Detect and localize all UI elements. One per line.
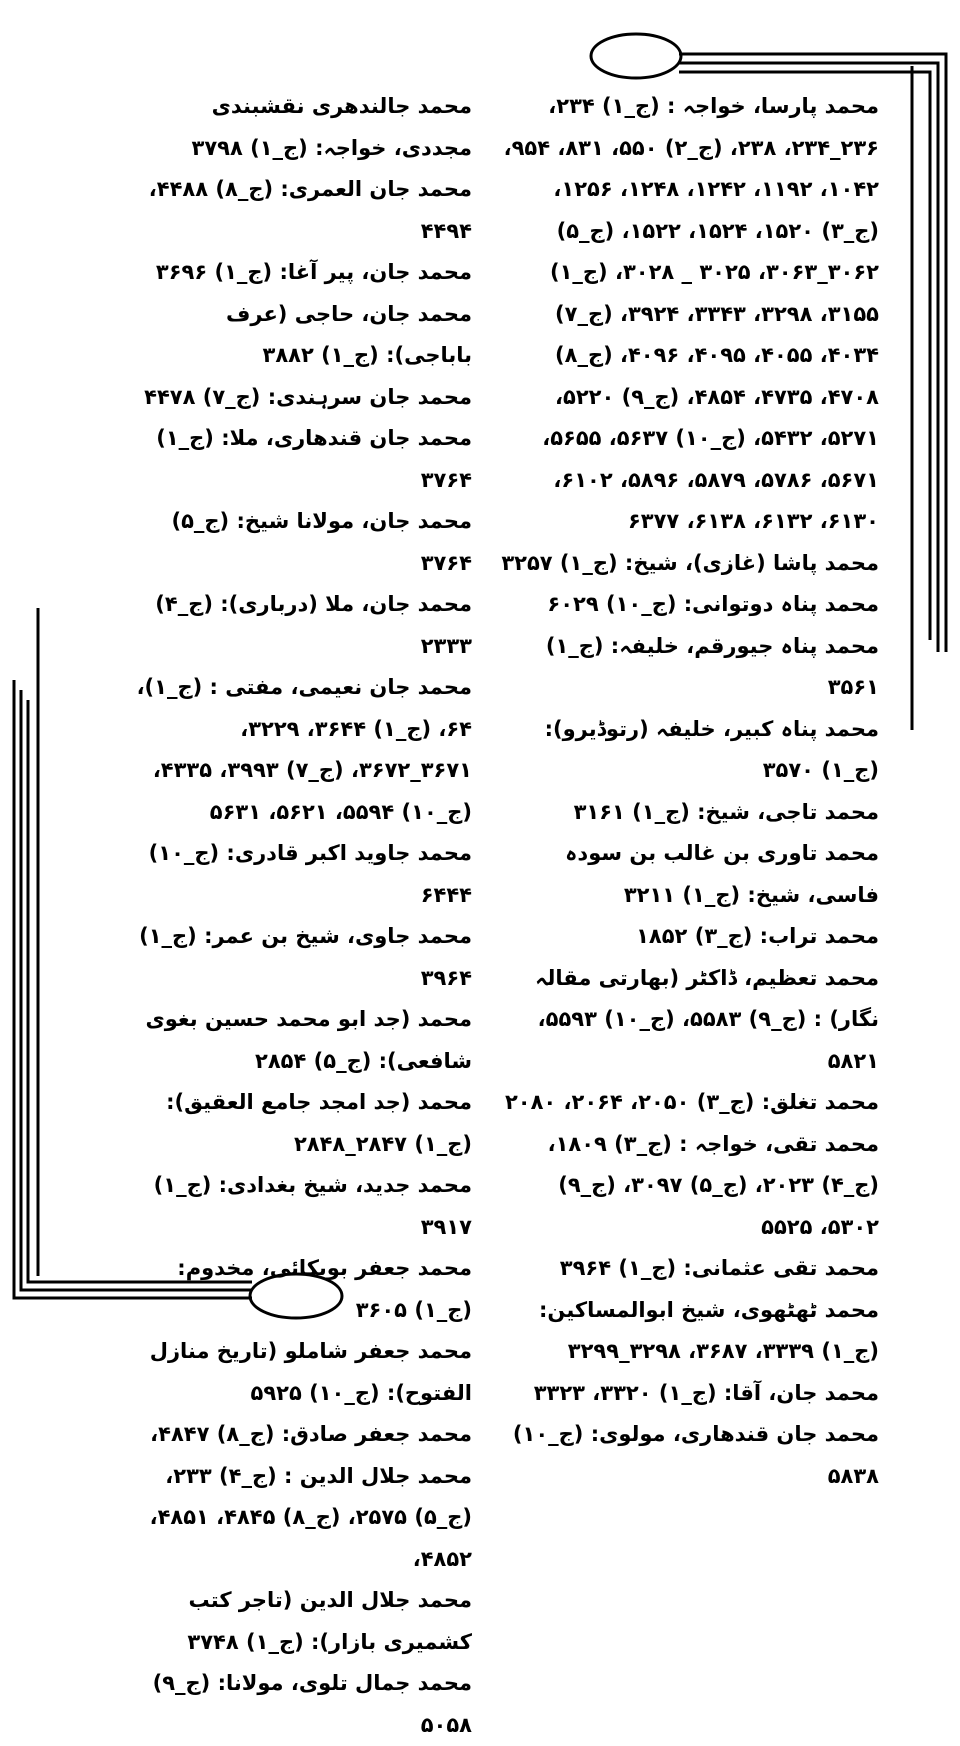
index-entry: محمد جدید، شیخ بغدادی: (ج_۱) ۳۹۱۷ (153, 1173, 472, 1239)
index-entry: محمد تاجی، شیخ: (ج_۱) ۳۱۶۱ (573, 799, 879, 824)
index-entry: محمد جاوی، شیخ بن عمر: (ج_۱) ۳۹۶۴ (139, 924, 472, 990)
index-entry: محمد جان، پیر آغا: (ج_۱) ۳۶۹۶ (155, 260, 472, 284)
index-entry: محمد تقی، خواجہ : (ج_۳) ۱۸۰۹، (ج_۴) ۲۰۲۳، (ج_۵) ۳۰۹۷، (ج_۹) ۵۳۰۲، ۵۵۲۵ (547, 1131, 879, 1239)
index-entry: محمد جالندھری نقشبندی مجددی، خواجہ: (ج_۱) ۳۷۹۸ (191, 94, 472, 160)
index-entry: محمد جان قندھاری، مولوی: (ج_۱۰) ۵۸۳۸ (512, 1422, 879, 1488)
index-entry: محمد پارسا، خواجہ : (ج_۱) ۲۳۴، ۲۳۶_۲۳۴، ۲۳۸، (ج_۲) ۵۵۰، ۸۳۱، ۹۵۴، ۱۰۴۲، ۱۱۹۲، ۱۲۴۲، ۱۲۴۸، ۱۲۵۶، (ج_۳) ۱۵۲۰، ۱۵۲۴، ۱۵۲۲، (ج_۵) ۳۰۶۲_۳۰۶۳، ۳۰۲۵ _ ۳۰۲۸، (ج_۱) ۳۱۵۵، ۳۲۹۸، ۳۳۴۳، ۳۹۲۴، (ج_۷) ۴۰۳۴، ۴۰۵۵، ۴۰۹۵، ۴۰۹۶، (ج_۸) ۴۷۰۸، ۴۷۳۵، ۴۸۵۴، (ج_۹) ۵۲۲۰، ۵۲۷۱، ۵۴۳۲، (ج_۱۰) ۵۶۳۷، ۵۶۵۵، ۵۶۷۱، ۵۷۸۶، ۵۸۷۹، ۵۸۹۶، ۶۱۰۲، ۶۱۳۰، ۶۱۳۲، ۶۱۳۸، ۶۳۷۷ (503, 94, 879, 533)
index-entry: محمد (جد ابو محمد حسین بغوی شافعی): (ج_۵) ۲۸۵۴ (145, 1007, 472, 1073)
index-entry: محمد جان، آقا: (ج_۱) ۳۳۲۰، ۳۳۲۳ (533, 1380, 879, 1405)
index-entry: محمد جاوید اکبر قادری: (ج_۱۰) ۶۴۴۴ (148, 841, 472, 907)
index-entry: محمد جمال تلوی، مولانا: (ج_۹) ۵۰۵۸ (152, 1671, 472, 1737)
index-entry: محمد جان، مولانا شیخ: (ج_۵) ۳۷۶۴ (171, 509, 472, 575)
index-entry: محمد پناہ دوتوانی: (ج_۱۰) ۶۰۲۹ (547, 592, 879, 616)
index-entry: محمد جلال الدین : (ج_۴) ۲۳۳، (ج_۵) ۲۵۷۵، (ج_۸) ۴۸۴۵، ۴۸۵۱، ۴۸۵۲، (149, 1463, 472, 1571)
index-column-right (496, 86, 879, 1497)
index-entry: محمد جان سرہندی: (ج_۷) ۴۴۷۸ (144, 384, 472, 409)
index-entry: محمد پاشا (غازی)، شیخ: (ج_۱) ۳۲۵۷ (501, 550, 879, 575)
index-entry: محمد جعفر شاملو (تاریخ منازل الفتوح): (ج_۱۰) ۵۹۲۵ (149, 1339, 472, 1405)
index-entry: محمد تغلق: (ج_۳) ۲۰۵۰، ۲۰۶۴، ۲۰۸۰ (504, 1090, 879, 1114)
index-entry: محمد پناہ کبیر، خلیفہ (رتوڈیرو): (ج_۱) ۳۵۷۰ (544, 716, 879, 782)
index-entry: محمد جان قندھاری، ملا: (ج_۱) ۳۷۶۴ (156, 426, 472, 492)
index-entry: محمد جان العمری: (ج_۸) ۴۴۸۸، ۴۴۹۴ (148, 177, 472, 243)
index-column-left (136, 86, 472, 1746)
index-entry: محمد پناہ جیورقم، خلیفہ: (ج_۱) ۳۵۶۱ (545, 633, 879, 699)
index-entry: محمد جعفر صادق: (ج_۸) ۴۸۴۷، (150, 1422, 472, 1446)
index-entry: محمد (جد امجد جامع العقیق): (ج_۱) ۲۸۴۷_۲۸۴۸ (166, 1090, 472, 1156)
index-entry: محمد تراب: (ج_۳) ۱۸۵۲ (636, 924, 879, 948)
index-entry: محمد تعظیم، ڈاکٹر (بھارتی مقالہ نگار) : (ج_۹) ۵۵۸۳، (ج_۱۰) ۵۵۹۳، ۵۸۲۱ (535, 965, 879, 1073)
index-entry: محمد جان نعیمی، مفتی : (ج_۱)، ۶۴، (ج_۱) ۳۶۴۴، ۳۲۲۹، ۳۶۷۱_۳۶۷۲، (ج_۷) ۳۹۹۳، ۴۳۳۵، (ج_۱۰) ۵۵۹۴، ۵۶۲۱، ۵۶۳۱ (136, 675, 472, 824)
index-entry: محمد جعفر بوبکائی، مخدوم: (ج_۱) ۳۶۰۵ (177, 1256, 472, 1322)
index-entry: محمد ٹھٹھوی، شیخ ابوالمساکین: (ج_۱) ۳۳۳۹، ۳۶۸۷، ۳۲۹۸_۳۲۹۹ (539, 1297, 879, 1363)
index-entry: محمد تاوری بن غالب بن سودہ فاسی، شیخ: (ج_۱) ۳۲۱۱ (565, 841, 879, 907)
index-entry: محمد تقی عثمانی: (ج_۱) ۳۹۶۴ (559, 1256, 879, 1280)
index-entry: محمد جلال الدین (تاجر کتب کشمیری بازار): (ج_۱) ۳۷۴۸ (187, 1588, 472, 1654)
index-entry: محمد جان، حاجی (عرف باباجی): (ج_۱) ۳۸۸۲ (225, 301, 472, 367)
index-entry: محمد جان، ملا (درباری): (ج_۴) ۲۳۳۳ (155, 592, 472, 658)
